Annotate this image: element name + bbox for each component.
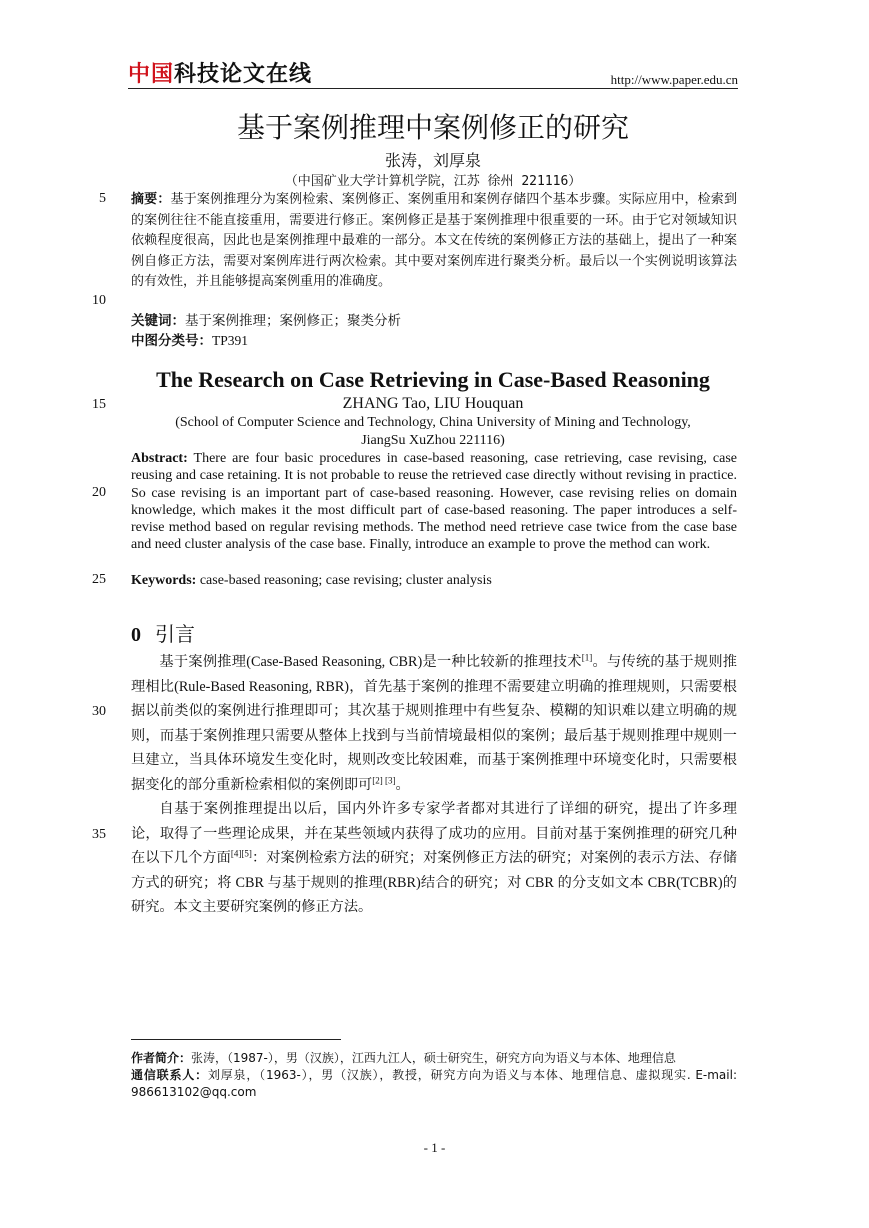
line-number: 20 — [92, 485, 106, 500]
para1-text-b: 。与传统的基于规则推理相比(Rule-Based Reasoning, RBR)，首先基于案例的推理不需要建立明确的推理规则，只需要根据以前类似的案例进行推理即可；其次基于规则推理中有些复杂、模糊的知识难以建立明确的规则，而基于案例推理只需要从整体上找到与当前情境最相似的案例；最后基于规则推理中规则一旦建立，当具体环境发生变化时，规则改变比较困难，而基于案例推理中环境变化时，只需要根据变化的部分重新检索相似的案例即可 — [131, 654, 737, 793]
footnote — [131, 1050, 737, 1101]
affiliation-en-line2: JiangSu XuZhou 221116) — [361, 433, 505, 448]
keywords-en-text: case-based reasoning; case revising; cluster analysis — [199, 573, 492, 588]
authors-cn: 张涛，刘厚泉 — [384, 153, 481, 170]
line-number: 30 — [92, 704, 106, 719]
intro-paragraph-2 — [131, 797, 737, 920]
keywords-cn — [131, 311, 737, 331]
keywords-en — [131, 572, 737, 590]
abstract-cn — [131, 190, 737, 293]
footnote-author-label: 作者简介： — [131, 1051, 192, 1065]
section-heading — [131, 618, 195, 647]
keywords-cn-text: 基于案例推理；案例修正；聚类分析 — [185, 313, 401, 329]
footnote-contact — [131, 1067, 737, 1101]
line-number: 25 — [92, 572, 106, 587]
section-number: 0 — [131, 624, 141, 646]
line-number: 5 — [99, 191, 106, 206]
footnote-author-text: 张涛，（1987-），男（汉族），江西九江人，硕士研究生，研究方向为语义与本体、地理信息 — [191, 1051, 676, 1065]
paper-title-cn: 基于案例推理中案例修正的研究 — [236, 111, 629, 144]
citation-ref[interactable]: [2] [3] — [372, 774, 396, 785]
affiliation-cn: （中国矿业大学计算机学院，江苏 徐州 221116） — [284, 174, 582, 189]
footnote-contact-label: 通信联系人： — [131, 1068, 208, 1082]
clc-code: TP391 — [212, 333, 249, 348]
line-number: 10 — [92, 293, 106, 308]
header-url[interactable]: http://www.paper.edu.cn — [610, 72, 738, 87]
logo-black-text: 科技论文在线 — [174, 62, 313, 87]
abstract-en — [131, 450, 737, 554]
citation-ref[interactable]: [4][5] — [230, 848, 252, 859]
footnote-contact-text: 刘厚泉，（1963-），男（汉族），教授，研究方向为语义与本体、地理信息、虚拟现实. E-mail: 986613102@qq.com — [131, 1068, 737, 1099]
header-rule — [128, 88, 738, 89]
site-logo — [128, 62, 312, 88]
line-number: 35 — [92, 827, 106, 842]
affiliation-en-line1: (School of Computer Science and Technology, China University of Mining and Technology, — [175, 415, 691, 430]
keywords-en-label: Keywords: — [131, 573, 197, 588]
intro-paragraph-1 — [131, 650, 737, 797]
affiliation-en — [128, 414, 738, 450]
clc-label: 中图分类号： — [131, 333, 212, 349]
abstract-cn-label: 摘要： — [131, 192, 171, 207]
keywords-cn-label: 关键词： — [131, 313, 185, 329]
section-title: 引言 — [155, 622, 195, 646]
paper-title-en: The Research on Case Retrieving in Case-Based Reasoning — [156, 367, 710, 392]
para1-text-c: 。 — [395, 776, 410, 793]
para1-text-a: 基于案例推理(Case-Based Reasoning, CBR)是一种比较新的推理技术 — [159, 654, 582, 670]
para2-text-a: 自基于案例推理提出以后，国内外许多专家学者都对其进行了详细的研究，提出了许多理论，取得了一些理论成果，并在某些领域内获得了成功的应用。目前对基于案例推理的研究几种在以下几个方面 — [131, 801, 737, 866]
abstract-en-label: Abstract: — [131, 451, 188, 466]
page-number: - 1 - — [423, 1140, 446, 1155]
footnote-rule — [131, 1039, 341, 1040]
abstract-en-text: There are four basic procedures in case-based reasoning, case retrieving, case revising, case reusing and case retaining. It is not probable to reuse the retrieved case directly without revising in practice. So case revising is an important part of case-based reasoning. However, case revising relies on domain knowledge, which makes it the most difficult part of case-based reasoning. The paper introduces a self-revise method based on regular revising methods. The method need retrieve case twice from the case base and need cluster analysis of the case base. Finally, introduce an example to prove the method can work. — [131, 451, 737, 553]
line-number: 15 — [92, 397, 106, 412]
authors-en: ZHANG Tao, LIU Houquan — [342, 395, 524, 412]
clc-cn — [131, 331, 737, 351]
abstract-cn-text: 基于案例推理分为案例检索、案例修正、案例重用和案例存储四个基本步骤。实际应用中，检索到的案例往往不能直接重用，需要进行修正。案例修正是基于案例推理中很重要的一环。由于它对领域知识依赖程度很高，因此也是案例推理中最难的一部分。本文在传统的案例修正方法的基础上，提出了一种案例自修正方法，需要对案例库进行两次检索。其中要对案例库进行聚类分析。最后以一个实例说明该算法的有效性，并且能够提高案例重用的准确度。 — [131, 192, 737, 289]
para2-text-b: ：对案例检索方法的研究；对案例修正方法的研究；对案例的表示方法、存储方式的研究；将 CBR 与基于规则的推理(RBR)结合的研究；对 CBR 的分支如文本 CBR(TCBR)的研究。本文主要研究案例的修正方法。 — [131, 850, 737, 915]
footnote-author — [131, 1050, 737, 1067]
citation-ref[interactable]: [1] — [581, 652, 593, 663]
logo-red-text: 中国 — [128, 62, 175, 87]
